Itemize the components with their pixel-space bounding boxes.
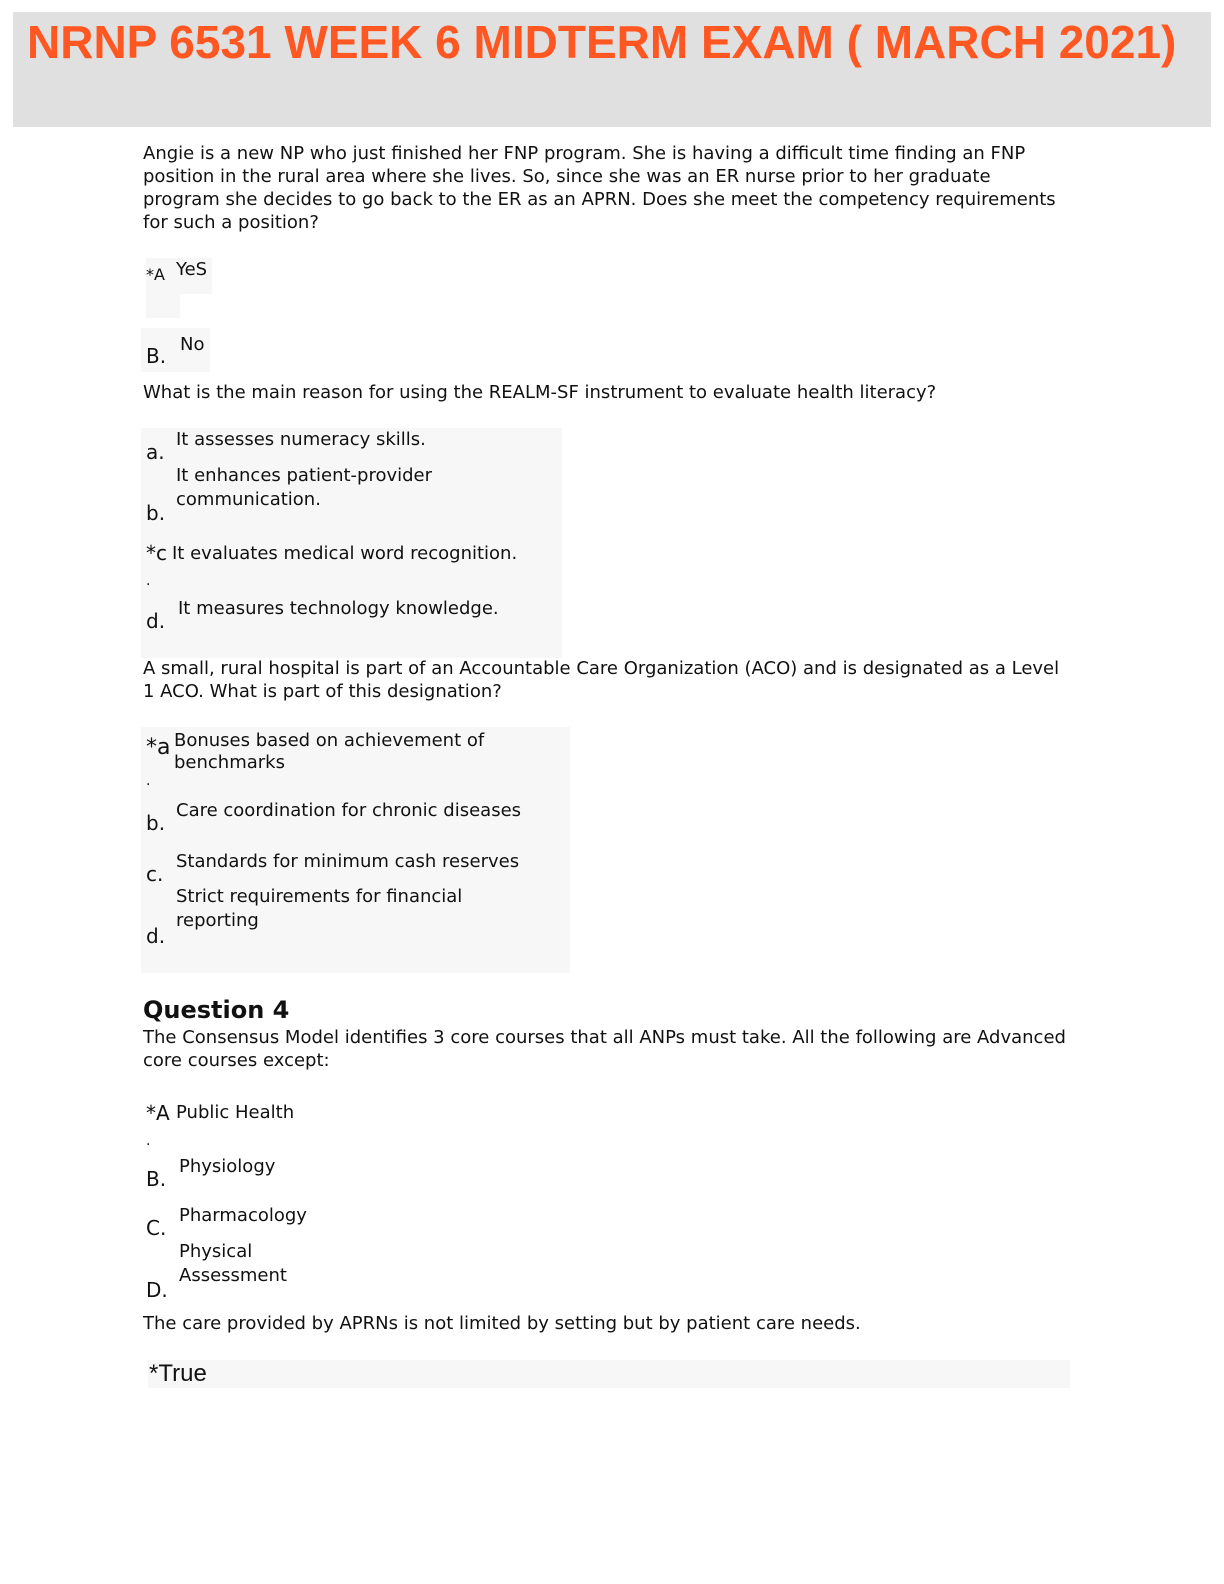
option-text: Bonuses based on achievement of benchmarks [174,730,485,773]
q1-text: Angie is a new NP who just finished her FNP program. She is having a difficult time finding an FNP position in the rural area where she lives. So, since she was an ER nurse prior to her graduate program she decides to go back to the ER as an APRN. Does she meet the competency requirements for such a position? [143,143,1056,233]
option-text: It evaluates medical word recognition. [172,543,518,564]
option-letter: *A [146,1101,170,1125]
q5-answer-true[interactable]: *True [149,1360,207,1387]
q3-text: A small, rural hospital is part of an Accountable Care Organization (ACO) and is designated as a Level 1 ACO. What is part of this designation? [143,658,1060,702]
option-letter: *c [146,541,167,565]
option-text: It enhances patient-provider communication. [176,465,433,510]
option-text: Care coordination for chronic diseases [176,800,522,821]
option-text: It measures technology knowledge. [178,598,499,619]
q4-text: The Consensus Model identifies 3 core courses that all ANPs must take. All the following are Advanced core courses except: [143,1027,1066,1071]
option-text: Physiology [179,1156,276,1177]
option-dot: . [146,573,151,589]
page-title: NRNP 6531 WEEK 6 MIDTERM EXAM ( MARCH 2021) [27,16,1177,68]
question-4-heading: Question 4 [143,996,290,1024]
option-text: Physical Assessment [179,1241,287,1286]
option-letter: C. [146,1216,167,1240]
option-letter: d. [146,924,166,948]
option-dot: . [146,773,151,789]
option-letter: a. [146,440,165,464]
option-text: YeS [176,259,208,280]
option-text: Standards for minimum cash reserves [176,851,520,872]
option-text: Public Health [176,1102,295,1123]
option-letter: *a [146,735,171,760]
option-letter: b. [146,501,166,525]
option-letter: D. [146,1278,168,1302]
option-text: It assesses numeracy skills. [176,429,426,450]
option-letter: c. [146,862,164,886]
option-letter: b. [146,811,166,835]
option-letter: *A [146,265,165,284]
option-dot: . [146,1133,151,1149]
option-letter: B. [146,344,167,368]
q5-text: The care provided by APRNs is not limited by setting but by patient care needs. [143,1313,861,1334]
q2-text: What is the main reason for using the REALM-SF instrument to evaluate health literacy? [143,382,937,403]
option-text: Pharmacology [179,1205,307,1226]
option-letter: d. [146,609,166,633]
q5-answer-box [148,1360,1070,1388]
option-letter: B. [146,1167,167,1191]
option-text: No [180,334,205,355]
option-text: Strict requirements for financial reporting [176,886,463,931]
